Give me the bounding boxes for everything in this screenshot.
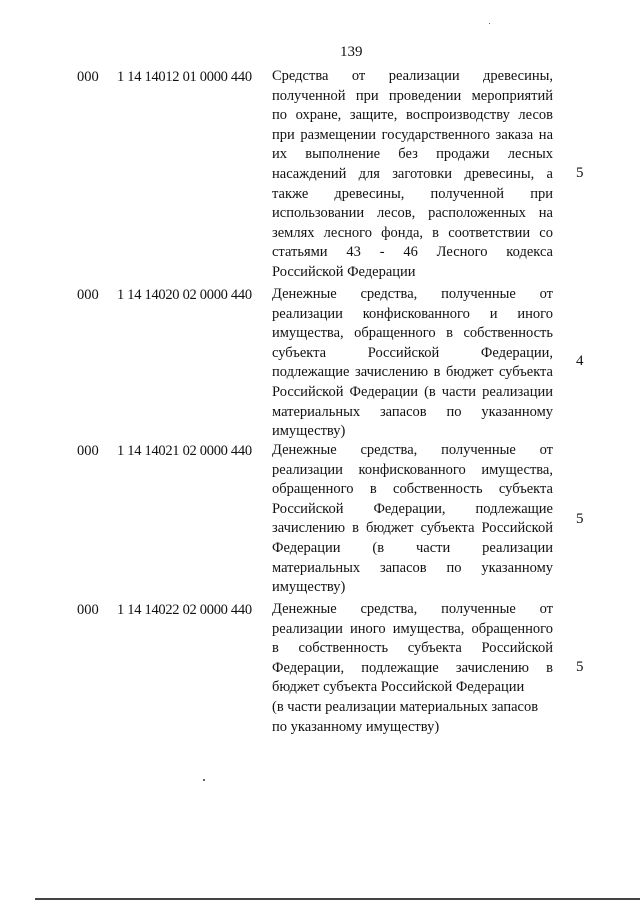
description-line: использовании лесов, расположенных на [272, 205, 553, 222]
amount-value: 5 [576, 659, 584, 675]
description-line: Федерации, подлежащие зачислению в [272, 659, 553, 676]
row-description [272, 441, 553, 598]
description-line: также древесины, полученной при [272, 185, 553, 202]
description-line: имуществу) [272, 423, 346, 440]
admin-code: 000 [77, 443, 99, 459]
description-line: субъекта Российской Федерации, [272, 344, 553, 361]
description-line: бюджет субъекта Российской Федерации [272, 679, 525, 696]
amount-value: 5 [576, 165, 584, 181]
description-line: реализации конфискованного имущества, [272, 461, 553, 478]
description-line: имущества, обращенного в собственность [272, 325, 553, 342]
description-line: статьями 43 - 46 Лесного кодекса [272, 244, 553, 261]
row-description [272, 285, 553, 442]
description-line: зачислению в бюджет субъекта Российской [272, 520, 553, 537]
scan-speck [203, 779, 205, 781]
scan-speck [489, 23, 490, 24]
description-line: их выполнение без продажи лесных [272, 146, 553, 163]
admin-code: 000 [77, 602, 99, 618]
description-line: по указанному имуществу) [272, 718, 440, 735]
row-description [272, 67, 553, 283]
description-line: Российской Федерации (в части реализации [272, 383, 553, 400]
description-line: материальных запасов по указанному [272, 559, 553, 576]
description-line: Денежные средства, полученные от [272, 442, 553, 458]
description-line: Российской Федерации [272, 263, 416, 280]
description-line: в собственность субъекта Российской [272, 640, 553, 657]
description-line: насаждений для заготовки древесины, а [272, 165, 553, 182]
description-line: имуществу) [272, 579, 346, 596]
budget-classification-code: 1 14 14022 02 0000 440 [117, 602, 252, 618]
description-line: по охране, защите, воспроизводству лесов [272, 107, 553, 124]
amount-value: 4 [576, 353, 584, 369]
description-line: полученной при проведении мероприятий [272, 87, 553, 104]
page-number: 139 [340, 44, 363, 60]
description-line: Федерации (в части реализации [272, 539, 553, 556]
description-line: реализации конфискованного и иного [272, 305, 553, 322]
admin-code: 000 [77, 287, 99, 303]
description-line: Денежные средства, полученные от [272, 601, 553, 617]
budget-classification-code: 1 14 14021 02 0000 440 [117, 443, 252, 459]
admin-code: 000 [77, 69, 99, 85]
description-line: Российской Федерации, подлежащие [272, 500, 553, 517]
description-line: материальных запасов по указанному [272, 403, 553, 420]
budget-classification-code: 1 14 14020 02 0000 440 [117, 287, 252, 303]
description-line: обращенного в собственность субъекта [272, 481, 553, 498]
description-line: при размещении государственного заказа на [272, 126, 553, 143]
description-line: землях лесного фонда, в соответствии со [272, 224, 553, 241]
amount-value: 5 [576, 511, 584, 527]
description-line: Средства от реализации древесины, [272, 68, 553, 84]
description-line: реализации иного имущества, обращенного [272, 620, 553, 637]
description-line: Денежные средства, полученные от [272, 286, 553, 302]
scan-edge-line [35, 898, 640, 900]
description-line: (в части реализации материальных запасов [272, 698, 539, 715]
budget-classification-code: 1 14 14012 01 0000 440 [117, 69, 252, 85]
row-description [272, 600, 553, 737]
description-line: подлежащие зачислению в бюджет субъекта [272, 364, 553, 381]
